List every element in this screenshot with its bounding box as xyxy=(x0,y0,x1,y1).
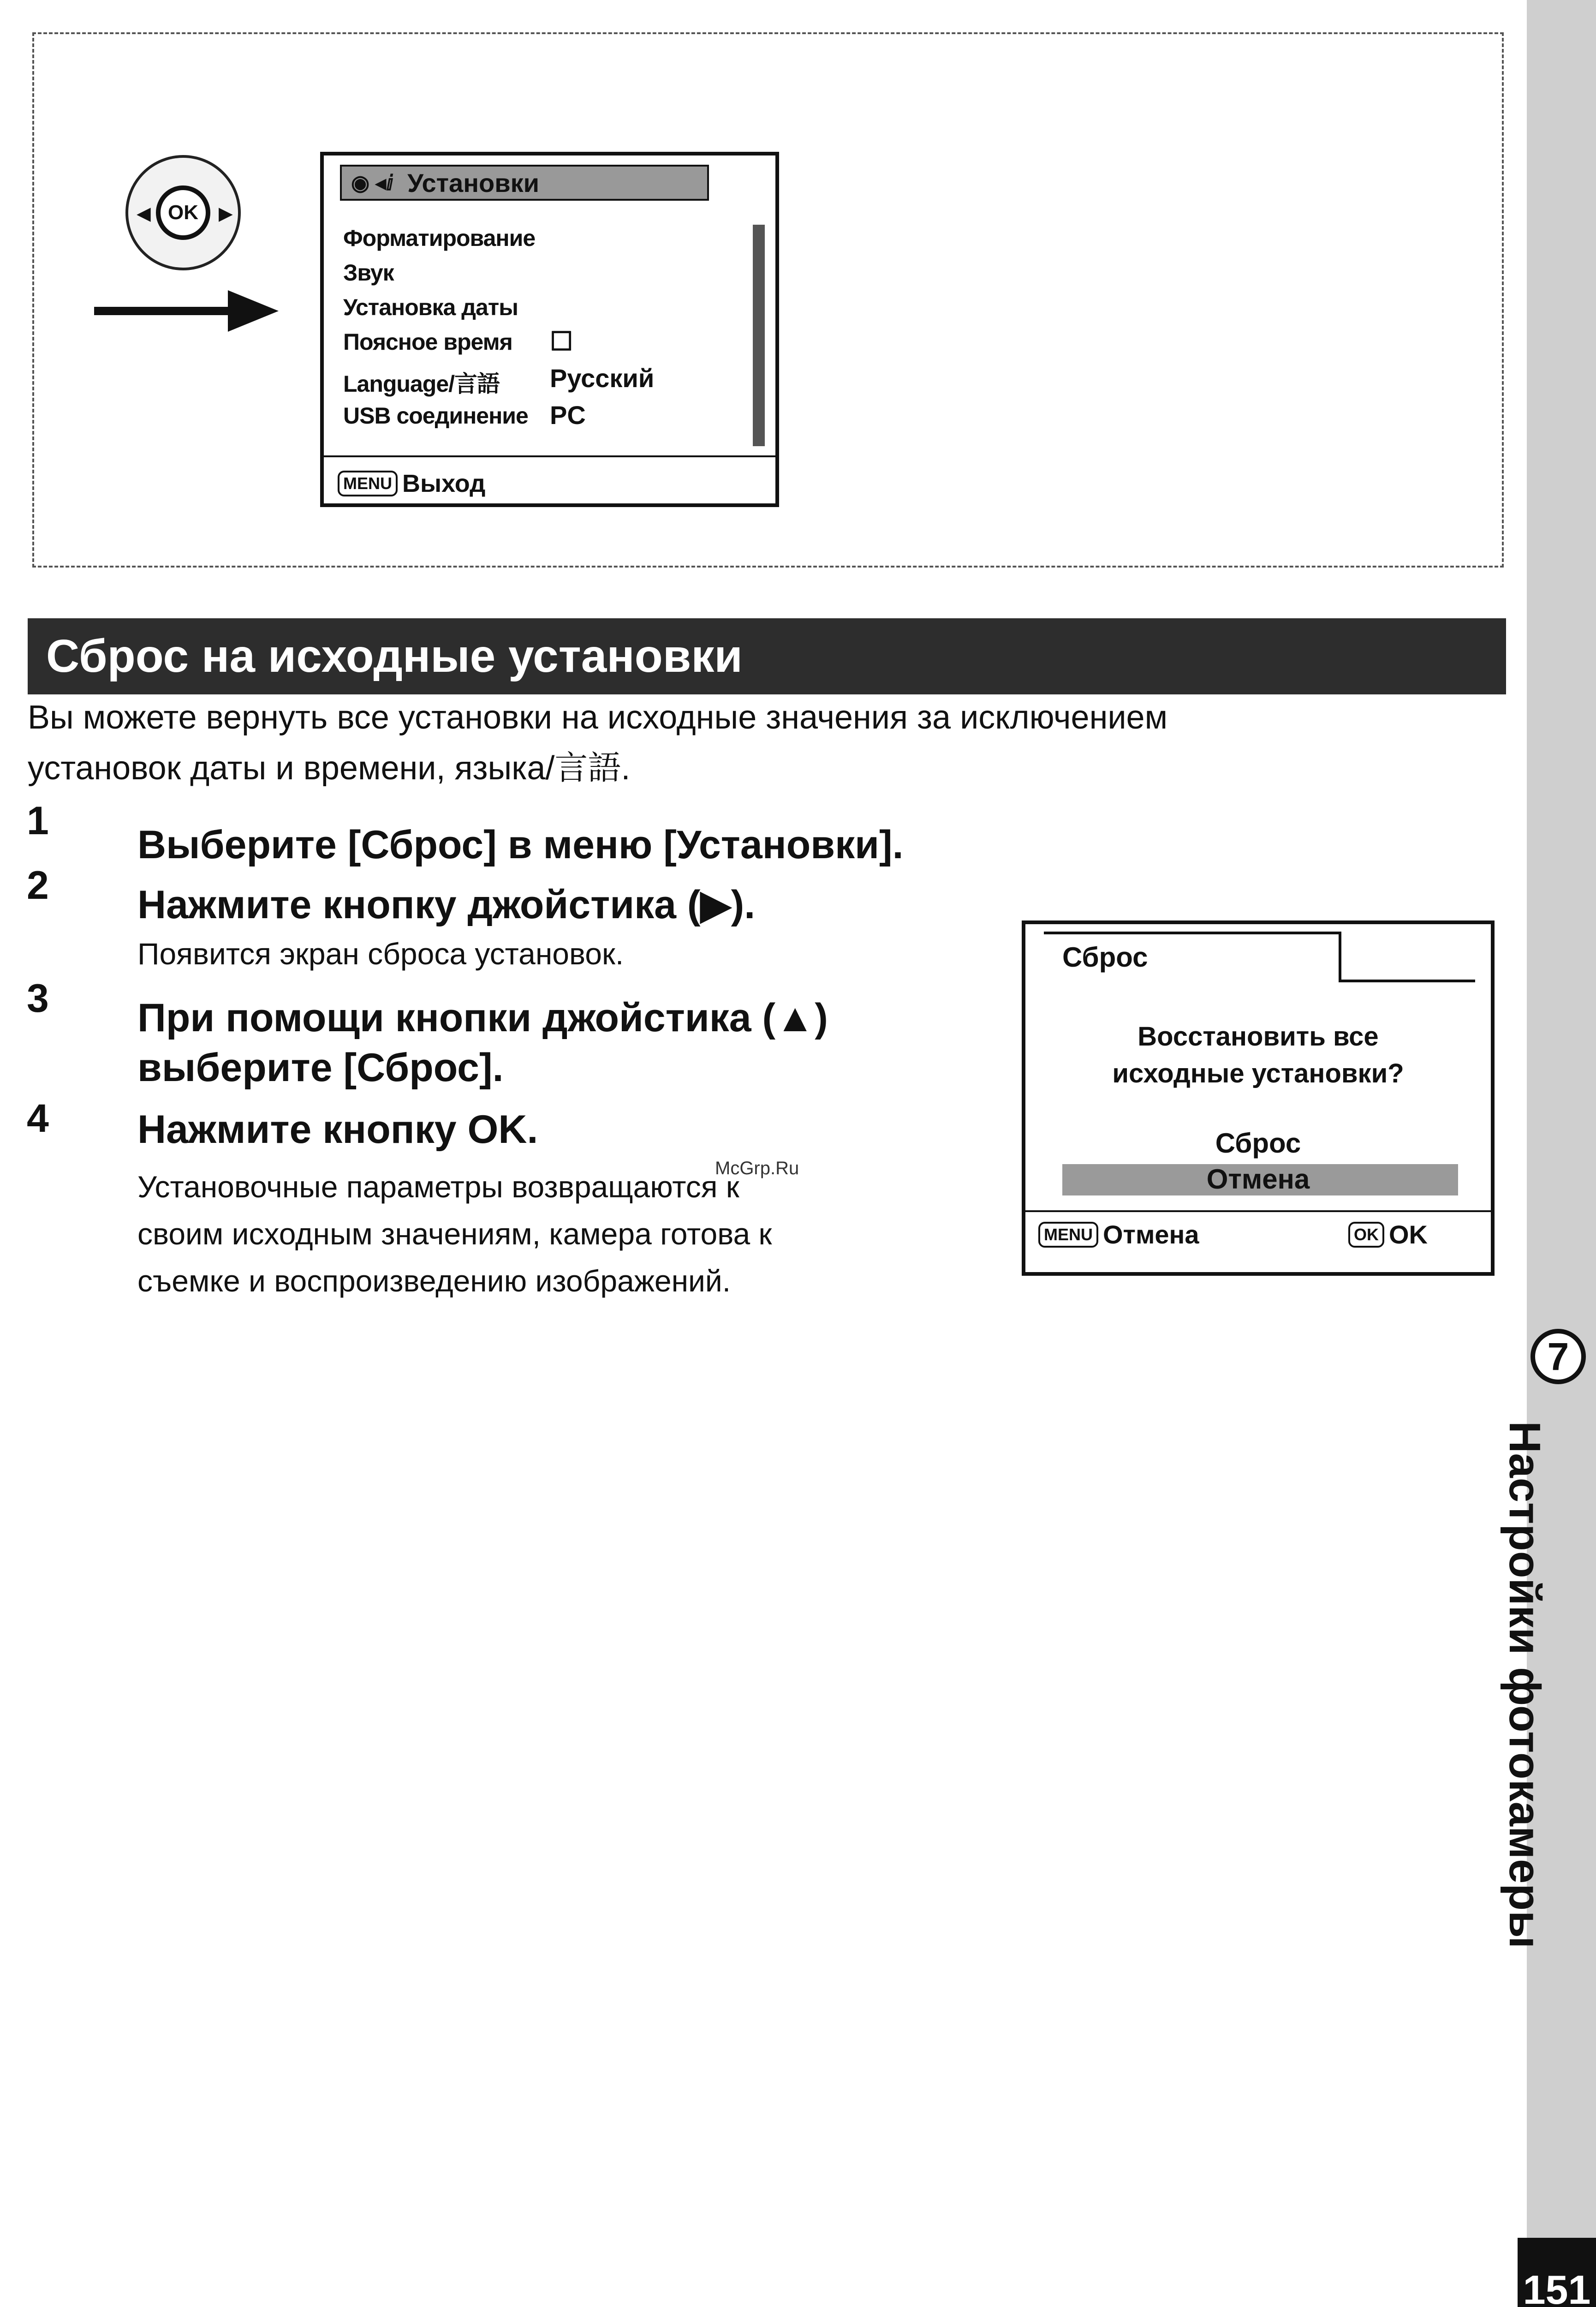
intro-line-1: Вы можете вернуть все установки на исходные значения за исключением xyxy=(28,699,1168,736)
menu-tab xyxy=(340,165,709,201)
step-2-desc: Появится экран сброса установок. xyxy=(137,937,624,971)
menu-scrollbar[interactable] xyxy=(753,225,765,446)
step-2-number: 2 xyxy=(27,863,49,908)
menu-key-icon: MENU xyxy=(338,471,398,496)
step-4-desc-1: Установочные параметры возвращаются к xyxy=(137,1170,739,1204)
timezone-value: ☐ xyxy=(550,327,573,356)
right-arrow-icon: ▶ xyxy=(219,203,233,224)
menu-item-timezone[interactable]: Поясное время xyxy=(343,329,512,355)
dialog-ok-button[interactable] xyxy=(1348,1219,1428,1249)
dialog-tab-line xyxy=(1341,980,1475,982)
chapter-number: 7 xyxy=(1530,1329,1586,1384)
section-title: Сброс на исходные установки xyxy=(28,618,1506,694)
dialog-option-reset[interactable]: Сброс xyxy=(1215,1128,1301,1159)
menu-tab-icons: ◉ ◂ⅈ xyxy=(351,171,394,195)
dialog-cancel-label: Отмена xyxy=(1103,1220,1199,1249)
ok-button-icon: OK xyxy=(156,185,210,240)
dialog-ok-label: OK xyxy=(1389,1220,1428,1249)
step-3-title: При помощи кнопки джойстика (▲) xyxy=(137,996,828,1040)
step-4-desc-3: съемке и воспроизведению изображений. xyxy=(137,1264,731,1298)
dialog-divider xyxy=(1025,1210,1491,1212)
left-arrow-icon: ◀ xyxy=(137,203,151,224)
chapter-strip xyxy=(1527,0,1596,2307)
menu-exit[interactable] xyxy=(338,469,485,498)
step-2-title: Нажмите кнопку джойстика (▶). xyxy=(137,883,756,927)
intro-line-2: установок даты и времени, языка/言語. xyxy=(28,750,631,787)
step-3-number: 3 xyxy=(27,976,49,1021)
menu-item-date[interactable]: Установка даты xyxy=(343,294,518,320)
menu-tab-title: Установки xyxy=(407,168,540,197)
menu-divider xyxy=(324,455,775,457)
menu-key-icon: MENU xyxy=(1038,1222,1098,1248)
page-number: 151 xyxy=(1518,2238,1596,2307)
dialog-cancel-button[interactable] xyxy=(1038,1219,1199,1249)
step-4-title: Нажмите кнопку OK. xyxy=(137,1107,538,1152)
dialog-question-1: Восстановить все xyxy=(1137,1022,1379,1052)
pointer-arrow-icon xyxy=(94,290,279,332)
dialog-question-2: исходные установки? xyxy=(1112,1058,1404,1088)
chapter-title: Настройки фотокамеры xyxy=(1500,1421,1549,1948)
menu-item-language[interactable]: Language/言語 xyxy=(343,371,500,397)
setup-menu-screen xyxy=(320,152,779,507)
setup-menu-figure xyxy=(32,32,1504,568)
usb-value: PC xyxy=(550,400,586,430)
menu-item-format[interactable]: Форматирование xyxy=(343,225,536,251)
step-3-title-2: выберите [Сброс]. xyxy=(137,1046,504,1090)
intro-text xyxy=(28,692,1504,794)
ok-key-icon: OK xyxy=(1348,1222,1384,1248)
menu-item-sound[interactable]: Звук xyxy=(343,260,394,286)
step-1-number: 1 xyxy=(27,799,49,843)
joystick-pad-icon xyxy=(125,155,241,270)
watermark: McGrp.Ru xyxy=(715,1158,799,1178)
reset-dialog xyxy=(1022,920,1495,1276)
step-1-title: Выберите [Сброс] в меню [Установки]. xyxy=(137,823,904,867)
exit-label: Выход xyxy=(402,470,486,497)
menu-item-usb[interactable]: USB соединение xyxy=(343,403,528,429)
dialog-option-cancel[interactable]: Отмена xyxy=(1206,1164,1310,1195)
dialog-tab: Сброс xyxy=(1044,932,1341,982)
step-4-desc-2: своим исходным значениям, камера готова к xyxy=(137,1217,772,1251)
step-4-number: 4 xyxy=(27,1096,49,1141)
language-value: Русский xyxy=(550,364,655,393)
